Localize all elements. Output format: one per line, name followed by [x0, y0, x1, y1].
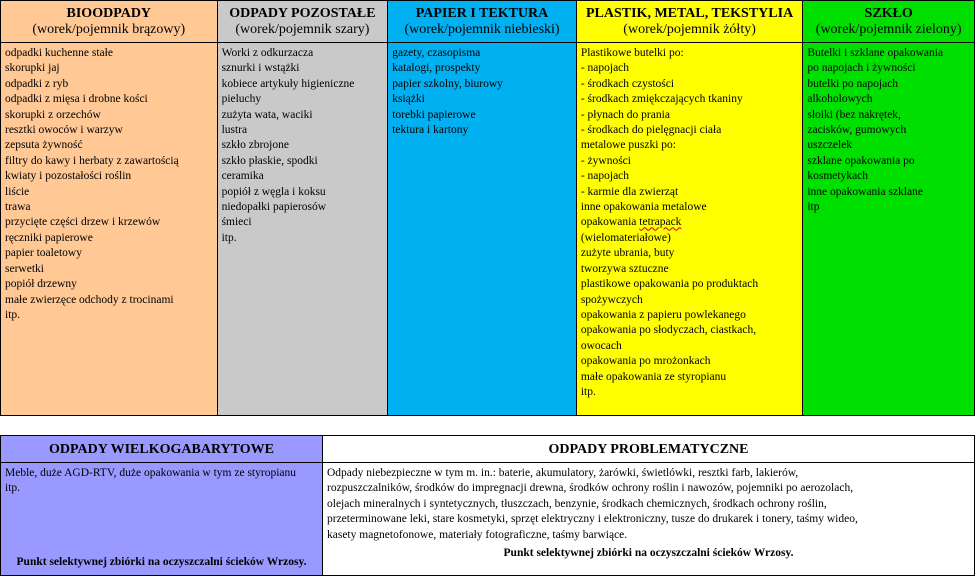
- column-items: [803, 43, 974, 415]
- waste-item: lustra: [221, 124, 248, 137]
- waste-item: Worki z odkurzacza: [221, 47, 314, 59]
- column-title: PLASTIK, METAL, TEKSTYLIA: [585, 6, 794, 21]
- waste-item: popiół drzewny: [5, 278, 77, 291]
- waste-item: inne opakowania metalowe: [580, 201, 707, 214]
- problematic-waste-footer: Punkt selektywnej zbiórki na oczyszczalni ścieków Wrzosy.: [503, 547, 794, 560]
- waste-item: (wielomateriałowe): [580, 231, 671, 244]
- waste-item: resztki owoców i warzyw: [5, 124, 123, 137]
- waste-item: papier szkolny, biurowy: [392, 77, 503, 90]
- column-subtitle: (worek/pojemnik żółty): [623, 22, 756, 37]
- waste-item: tworzywa sztuczne: [580, 262, 669, 275]
- waste-item: papier toaletowy: [5, 247, 82, 260]
- problematic-line: przeterminowane leki, stare kosmetyki, sprzęt elektryczny i elektroniczny, tusze do drukarek i tonery, taśmy wideo,: [327, 513, 858, 526]
- waste-item: pieluchy: [221, 93, 262, 106]
- column-title: PAPIER I TEKTURA: [415, 6, 549, 21]
- spellcheck-word: tetrapack: [639, 216, 682, 229]
- bulky-waste-body: [1, 463, 322, 575]
- waste-item: serwetki: [5, 262, 44, 275]
- bulky-waste-footer: Punkt selektywnej zbiórki na oczyszczalni ścieków Wrzosy.: [16, 556, 307, 568]
- column-plastik-metal-tekstylia: [577, 1, 804, 415]
- waste-item: odpadki z ryb: [5, 77, 69, 90]
- problematic-line: kasety magnetofonowe, materiały fotograficzne, taśmy barwiące.: [327, 528, 628, 541]
- waste-item: zużyte ubrania, buty: [580, 247, 675, 260]
- waste-item: - karmie dla zwierząt: [580, 185, 679, 198]
- waste-item: liście: [5, 185, 30, 198]
- column-bioodpady: [1, 1, 218, 415]
- waste-item: torebki papierowe: [392, 108, 476, 121]
- waste-item: - napojach: [580, 170, 630, 183]
- waste-item: skorupki jaj: [5, 62, 60, 75]
- waste-item: opakowania po mrożonkach: [580, 355, 711, 368]
- waste-item: opakowania tetrapack: [580, 216, 682, 229]
- waste-item: metalowe puszki po:: [580, 139, 677, 152]
- column-header: [577, 1, 803, 43]
- bulky-waste-title: ODPADY WIELKOGABARYTOWE: [1, 436, 322, 463]
- waste-item: itp.: [5, 308, 21, 321]
- waste-item: kosmetykach: [807, 170, 869, 183]
- column-header: [1, 1, 217, 43]
- waste-item: małe opakowania ze styropianu: [580, 370, 727, 383]
- column-subtitle: (worek/pojemnik niebieski): [404, 22, 560, 37]
- problematic-waste-title: ODPADY PROBLEMATYCZNE: [323, 436, 974, 463]
- column-subtitle: (worek/pojemnik brązowy): [32, 22, 186, 37]
- waste-item: śmieci: [221, 216, 252, 229]
- special-waste-table: [0, 435, 975, 576]
- waste-item: plastikowe opakowania po produktach: [580, 278, 759, 291]
- waste-item: ceramika: [221, 170, 264, 183]
- problematic-line: olejach mineralnych i syntetycznych, tłuszczach, benzynie, środkach chemicznych, środkach ochrony roślin,: [327, 497, 827, 510]
- waste-item: trawa: [5, 201, 31, 214]
- column-header: [803, 1, 974, 43]
- waste-item: słoiki (bez nakrętek,: [807, 108, 901, 121]
- waste-item: butelki po napojach: [807, 77, 899, 90]
- problematic-waste-body: [323, 463, 974, 575]
- column-title: SZKŁO: [864, 6, 913, 21]
- waste-item: zużyta wata, waciki: [221, 108, 313, 121]
- waste-item: itp.: [221, 231, 237, 244]
- waste-item: - środkach zmiękczających tkaniny: [580, 93, 743, 106]
- waste-item: - środkach do pielęgnacji ciała: [580, 124, 722, 137]
- problematic-line: rozpuszczalników, środków do impregnacji drewna, środków ochrony roślin i nawozów, pojemniki po aerozolach,: [327, 482, 854, 495]
- column-subtitle: (worek/pojemnik szary): [235, 22, 370, 37]
- column-items: [218, 43, 388, 415]
- bulky-waste-text: Meble, duże AGD-RTV, duże opakowania w tym ze styropianu: [5, 467, 296, 479]
- waste-item: szklane opakowania po: [807, 154, 915, 167]
- waste-item: alkoholowych: [807, 93, 873, 106]
- waste-item: kwiaty i pozostałości roślin: [5, 170, 132, 183]
- waste-item: popiół z węgla i koksu: [221, 185, 326, 198]
- waste-item: po napojach i żywności: [807, 62, 916, 75]
- column-title: ODPADY POZOSTAŁE: [229, 6, 376, 21]
- column-header: [388, 1, 576, 43]
- column-title: BIOODPADY: [66, 6, 152, 21]
- waste-item: owocach: [580, 339, 622, 352]
- waste-item: odpadki z mięsa i drobne kości: [5, 93, 148, 106]
- waste-item: itp: [807, 201, 820, 214]
- column-items: [577, 43, 803, 415]
- bulky-waste-etc: itp.: [5, 482, 21, 495]
- bulky-waste-section: [1, 436, 323, 575]
- waste-item: skorupki z orzechów: [5, 108, 101, 121]
- waste-item: szkło zbrojone: [221, 139, 289, 152]
- waste-item: niedopałki papierosów: [221, 201, 326, 214]
- column-szklo: [803, 1, 974, 415]
- problematic-waste-section: [323, 436, 974, 575]
- column-header: [218, 1, 388, 43]
- waste-item: szkło płaskie, spodki: [221, 154, 318, 167]
- waste-item: tektura i kartony: [392, 124, 469, 137]
- column-items: [388, 43, 576, 415]
- waste-item: sznurki i wstążki: [221, 62, 300, 75]
- column-papier-tektura: [388, 1, 577, 415]
- waste-item: kobiece artykuły higieniczne: [221, 77, 355, 90]
- waste-item: - płynach do prania: [580, 108, 670, 121]
- column-items: [1, 43, 217, 415]
- waste-item: - żywności: [580, 154, 631, 167]
- waste-item: inne opakowania szklane: [807, 185, 923, 198]
- waste-item: książki: [392, 93, 425, 106]
- waste-item: gazety, czasopisma: [392, 47, 481, 59]
- waste-item: - napojach: [580, 62, 630, 75]
- waste-item: uszczelek: [807, 139, 853, 152]
- waste-item: przycięte części drzew i krzewów: [5, 216, 161, 229]
- waste-item: zacisków, gumowych: [807, 124, 907, 137]
- waste-item: odpadki kuchenne stałe: [5, 47, 113, 59]
- waste-item: opakowania po słodyczach, ciastkach,: [580, 324, 757, 337]
- waste-item: zepsuta żywność: [5, 139, 83, 152]
- waste-item: opakowania z papieru powlekanego: [580, 308, 746, 321]
- column-subtitle: (worek/pojemnik zielony): [815, 22, 962, 37]
- waste-item: małe zwierzęce odchody z trocinami: [5, 293, 174, 306]
- problematic-line: Odpady niebezpieczne w tym m. in.: baterie, akumulatory, żarówki, świetlówki, resztki farb, lakierów,: [327, 467, 799, 479]
- column-odpady-pozostale: [218, 1, 389, 415]
- waste-item: spożywczych: [580, 293, 643, 306]
- waste-item: ręczniki papierowe: [5, 231, 93, 244]
- waste-item: - środkach czystości: [580, 77, 675, 90]
- waste-item: Plastikowe butelki po:: [580, 47, 684, 59]
- waste-item: katalogi, prospekty: [392, 62, 481, 75]
- waste-item: filtry do kawy i herbaty z zawartością: [5, 154, 179, 167]
- waste-item: itp.: [580, 385, 596, 398]
- waste-item: Butelki i szklane opakowania: [807, 47, 944, 59]
